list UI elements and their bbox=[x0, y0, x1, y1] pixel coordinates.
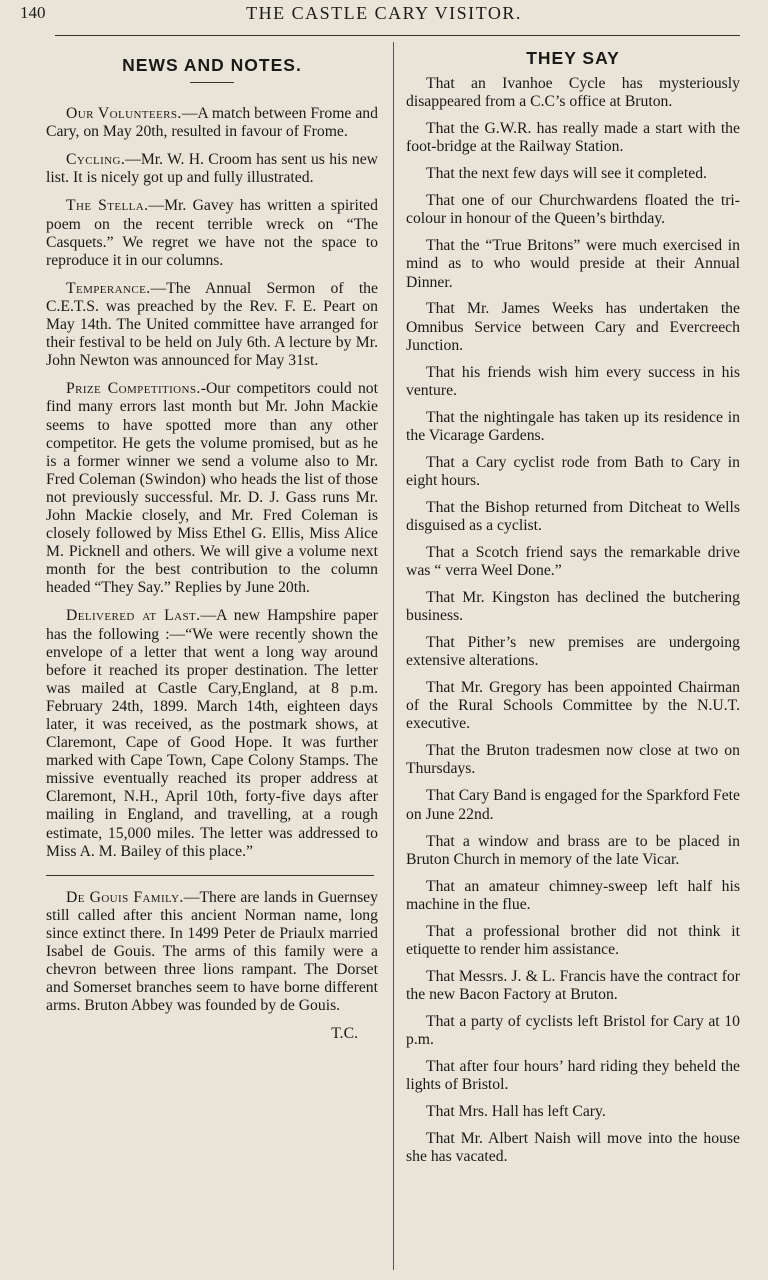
news-item-text: —There are lands in Guernsey still called after this ancient Norman name, long since extinct there. In 1499 Peter de Priaulx married Isabel de Gouis. The arms of this family were a chevron between three lions rampant. The Dorset and Somerset branches seem to have borne different arms. Bruton Abbey was founded by de Gouis. bbox=[46, 888, 378, 1015]
they-say-column bbox=[406, 40, 740, 1175]
they-say-item: That Mr. James Weeks has undertaken the Omnibus Service between Cary and Evercreech Junction. bbox=[406, 300, 740, 354]
they-say-item: That a professional brother did not think it etiquette to render him assistance. bbox=[406, 922, 740, 958]
they-say-item: That his friends wish him every success in his venture. bbox=[406, 363, 740, 399]
they-say-item: That after four hours’ hard riding they beheld the lights of Bristol. bbox=[406, 1057, 740, 1094]
they-say-title: THEY SAY bbox=[526, 48, 620, 68]
they-say-item: That a window and brass are to be placed in Bruton Church in memory of the late Vicar. bbox=[406, 832, 740, 868]
they-say-item: That Messrs. J. & L. Francis have the contract for the new Bacon Factory at Bruton. bbox=[406, 967, 740, 1003]
running-title: THE CASTLE CARY VISITOR. bbox=[246, 3, 522, 23]
they-say-item: That Mrs. Hall has left Cary. bbox=[426, 1103, 606, 1120]
they-say-item: That Cary Band is engaged for the Sparkford Fete on June 22nd. bbox=[406, 787, 740, 823]
they-say-item: That the Bruton tradesmen now close at two on Thursdays. bbox=[406, 742, 740, 778]
news-item-heading: Our Volunteers. bbox=[66, 105, 182, 123]
they-say-item: That a Scotch friend says the remarkable drive was “ verra Weel Done.” bbox=[406, 543, 740, 580]
news-item bbox=[46, 889, 378, 1016]
author-signature: T.C. bbox=[331, 1025, 358, 1043]
they-say-item: That a Cary cyclist rode from Bath to Cary in eight hours. bbox=[406, 453, 740, 489]
they-say-item: That one of our Churchwardens floated the tri-colour in honour of the Queen’s birthday. bbox=[406, 192, 740, 228]
they-say-item: That Mr. Gregory has been appointed Chairman of the Rural Schools Committee by the N.U.T. executive. bbox=[406, 679, 740, 733]
news-item-heading: The Stella. bbox=[66, 197, 149, 215]
they-say-item: That Mr. Albert Naish will move into the house she has vacated. bbox=[406, 1129, 740, 1166]
news-item-heading: Prize Competitions. bbox=[66, 380, 201, 398]
news-item bbox=[46, 280, 378, 370]
header-rule bbox=[55, 35, 740, 36]
news-item bbox=[46, 607, 378, 860]
news-item-heading: De Gouis Family. bbox=[66, 888, 184, 906]
they-say-item: That an amateur chimney-sweep left half his machine in the flue. bbox=[406, 877, 740, 913]
news-item-text: -Our competitors could not find many errors last month but Mr. John Mackie seems to have spotted more than any other competitor. He gets the volume promised, but as he is a former winner we send a volume also to Mr. Fred Coleman (Swindon) who heads the list of those not previously successful. Mr. D. J. Gass runs Mr. John Mackie closely, and Mr. Fred Coleman is closely followed by Miss Ethel G. Ellis, Miss Alice M. Picknell and others. We will give a volume next month for the best contribution to the column headed “They Say.” Replies by June 20th. bbox=[46, 380, 378, 597]
news-notes-title: NEWS AND NOTES. bbox=[122, 55, 302, 75]
news-item-text: —Mr. W. H. Croom has sent us his new list. It is nicely got up and fully illustrated. bbox=[46, 151, 378, 187]
news-item-heading: Cycling. bbox=[66, 151, 126, 169]
news-item bbox=[46, 105, 378, 141]
they-say-item: That the G.W.R. has really made a start with the foot-bridge at the Railway Station. bbox=[406, 120, 740, 156]
they-say-item: That an Ivanhoe Cycle has mysteriously disappeared from a C.C’s office at Bruton. bbox=[406, 75, 740, 111]
news-item bbox=[46, 197, 378, 269]
page-header bbox=[0, 3, 768, 25]
they-say-item: That the “True Britons” were much exercised in mind as to who would preside at their Annual Dinner. bbox=[406, 237, 740, 291]
title-gap bbox=[406, 67, 740, 75]
they-say-item: That a party of cyclists left Bristol for Cary at 10 p.m. bbox=[406, 1012, 740, 1048]
column-divider bbox=[393, 42, 394, 1270]
news-item-text: —The Annual Sermon of the C.E.T.S. was preached by the Rev. F. E. Peart on May 14th. The United committee have arranged for their festival to be held on July 6th. A lecture by Mr. John Newton was announced for May 31st. bbox=[46, 279, 378, 370]
news-and-notes-column bbox=[46, 40, 378, 1044]
they-say-item: That the nightingale has taken up its residence in the Vicarage Gardens. bbox=[406, 408, 740, 444]
news-item-text: —A match between Frome and Cary, on May 20th, resulted in favour of Frome. bbox=[46, 105, 378, 141]
section-rule bbox=[46, 875, 374, 876]
they-say-item: That the Bishop returned from Ditcheat to Wells disguised as a cyclist. bbox=[406, 498, 740, 534]
news-item-text: —A new Hampshire paper has the following :—“We were recently shown the envelope of a letter that went a long way around before it reached its proper destination. The letter was mailed at Castle Cary,England, at 8 p.m. February 24th, 1899. March 14th, eighteen days later, it was received, as the postmark shows, at Claremont, Cape of Good Hope. It was further marked with Cape Town, Cape Colony Stamps. The missive eventually reached its proper address at Claremont, N.H., April 10th, forty-five days after mailing in England, and travelling, at a rough estimate, 15,000 miles. The letter was addressed to Miss A. M. Bailey of this place.” bbox=[46, 607, 378, 860]
page-number: 140 bbox=[20, 3, 46, 22]
news-item-heading: Temperance. bbox=[66, 279, 151, 297]
they-say-item: That Pither’s new premises are undergoing extensive alterations. bbox=[406, 634, 740, 670]
title-rule bbox=[190, 82, 234, 83]
they-say-item: That the next few days will see it completed. bbox=[426, 165, 707, 183]
news-item-heading: Delivered at Last. bbox=[66, 607, 201, 625]
they-say-item: That Mr. Kingston has declined the butchering business. bbox=[406, 589, 740, 625]
news-item bbox=[46, 151, 378, 187]
news-item bbox=[46, 380, 378, 597]
news-item-text: —Mr. Gavey has written a spirited poem on the recent terrible wreck on “The Casquets.” We regret we have not the space to reproduce it in our columns. bbox=[46, 197, 378, 269]
